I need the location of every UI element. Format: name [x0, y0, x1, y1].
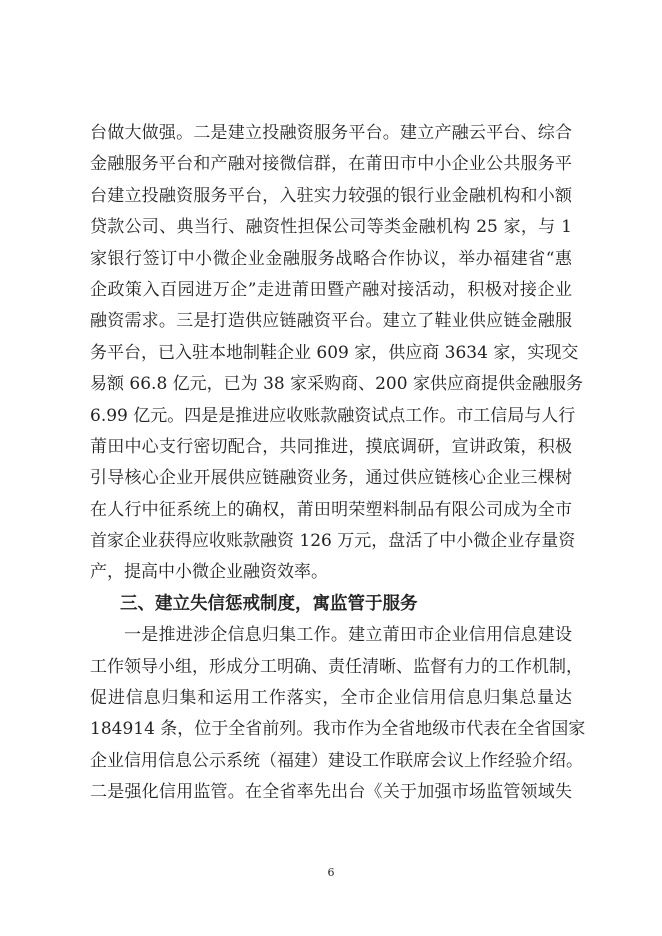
- paragraph-line: 一是推进涉企信息归集工作。建立莆田市企业信用信息建设: [124, 625, 572, 646]
- paragraph-line: 产，提高中小微企业融资效率。: [90, 562, 328, 583]
- paragraph-line: 首家企业获得应收账款融资 126 万元，盘活了中小微企业存量资: [90, 531, 576, 552]
- paragraph-line: 易额 66.8 亿元，已为 38 家采购商、200 家供应商提供金融服务: [90, 374, 583, 395]
- paragraph-line: 引导核心企业开展供应链融资业务，通过供应链核心企业三棵树: [90, 468, 572, 489]
- paragraph-line: 金融服务平台和产融对接微信群，在莆田市中小企业公共服务平: [90, 154, 572, 175]
- section-heading: 三、建立失信惩戒制度，寓监管于服务: [120, 593, 418, 614]
- paragraph-line: 二是强化信用监管。在全省率先出台《关于加强市场监管领域失: [90, 782, 572, 803]
- paragraph-line: 台建立投融资服务平台，入驻实力较强的银行业金融机构和小额: [90, 185, 572, 206]
- paragraph-line: 184914 条，位于全省前列。我市作为全省地级市代表在全省国家: [90, 719, 586, 740]
- paragraph-line: 莆田中心支行密切配合，共同推进，摸底调研，宣讲政策，积极: [90, 436, 572, 457]
- paragraph-line: 促进信息归集和运用工作落实，全市企业信用信息归集总量达: [90, 688, 572, 709]
- document-body: [90, 118, 586, 809]
- paragraph-line: 6.99 亿元。四是是推进应收账款融资试点工作。市工信局与人行: [90, 405, 576, 426]
- paragraph-line: 融资需求。三是打造供应链融资平台。建立了鞋业供应链金融服: [90, 311, 572, 332]
- paragraph-line: 贷款公司、典当行、融资性担保公司等类金融机构 25 家，与 1: [90, 217, 572, 238]
- paragraph-line: 工作领导小组，形成分工明确、责任清晰、监督有力的工作机制，: [90, 656, 583, 677]
- paragraph-line: 企业信用信息公示系统（福建）建设工作联席会议上作经验介绍。: [90, 750, 583, 771]
- paragraph-line: 台做大做强。二是建立投融资服务平台。建立产融云平台、综合: [90, 123, 572, 143]
- page-number: 6: [327, 866, 335, 879]
- paragraph-line: 务平台，已入驻本地制鞋企业 609 家，供应商 3634 家，实现交: [90, 342, 579, 363]
- paragraph-line: 家银行签订中小微企业金融服务战略合作协议，举办福建省“惠: [90, 248, 572, 269]
- paragraph-line: 在人行中征系统上的确权，莆田明荣塑料制品有限公司成为全市: [90, 499, 572, 520]
- paragraph-line: 企政策入百园进万企”走进莆田暨产融对接活动，积极对接企业: [90, 279, 572, 300]
